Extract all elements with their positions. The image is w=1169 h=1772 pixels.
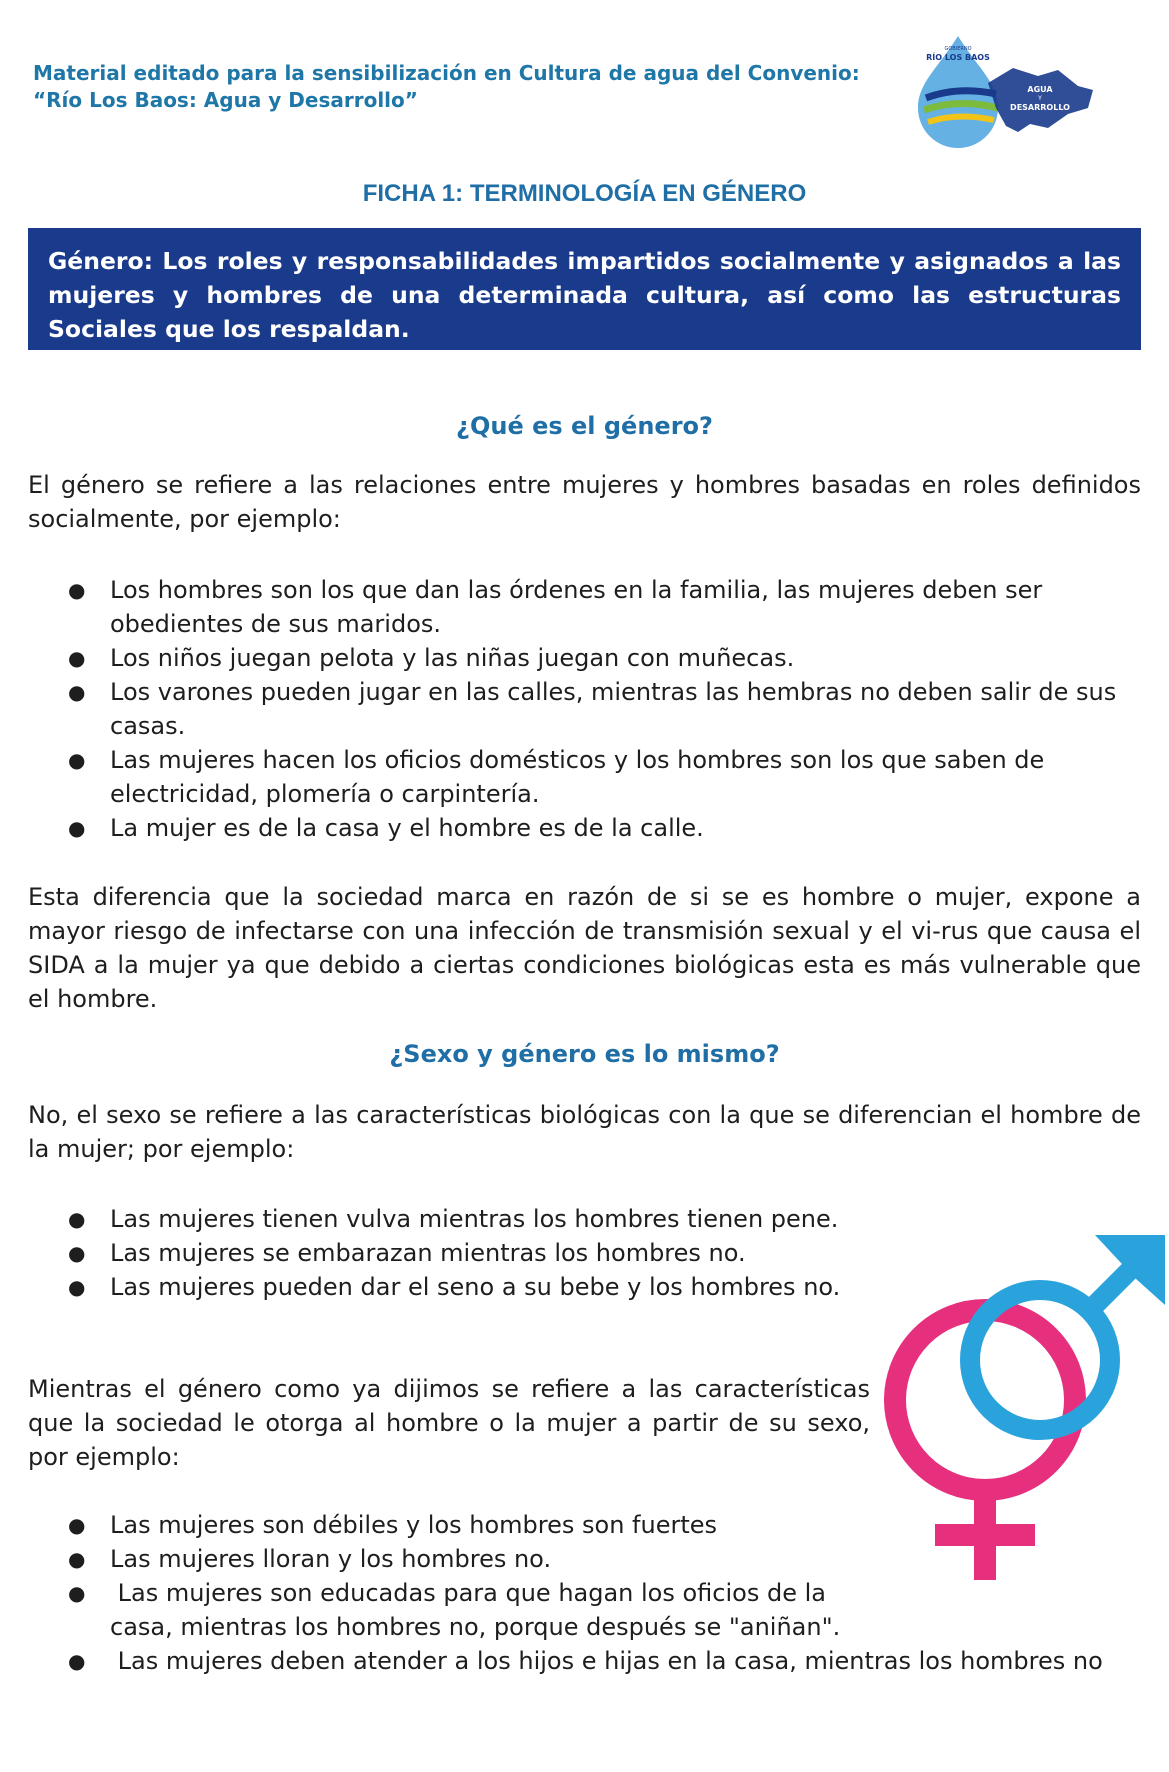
logo-name: RÍO LOS BAOS bbox=[926, 53, 990, 62]
list-item-text: Las mujeres lloran y los hombres no. bbox=[110, 1545, 552, 1573]
definition-box: Género: Los roles y responsabilidades impartidos socialmente y asignados a las mujeres y hombres de una determinada cultura, así como las estructuras Sociales que los respaldan. bbox=[28, 228, 1141, 350]
section2-intro: No, el sexo se refiere a las características biológicas con la que se diferencian el hombre de la mujer; por ejemplo: bbox=[28, 1101, 1141, 1163]
list-item bbox=[0, 743, 1141, 811]
bullet-icon: ● bbox=[68, 646, 86, 670]
header-line-1: Material editado para la sensibilización en Cultura de agua del Convenio: bbox=[33, 61, 860, 85]
list-item-text: Las mujeres tienen vulva mientras los hombres tienen pene. bbox=[110, 1205, 839, 1233]
logo-desarrollo: DESARROLLO bbox=[1010, 103, 1070, 112]
list-item-text: Las mujeres son débiles y los hombres son fuertes bbox=[110, 1511, 718, 1539]
female-symbol-icon bbox=[895, 1310, 1075, 1580]
list-item-text: Las mujeres pueden dar el seno a su bebe y los hombres no. bbox=[110, 1273, 841, 1301]
bullet-icon: ● bbox=[68, 1547, 86, 1571]
list-item-text: Los hombres son los que dan las órdenes en la familia, las mujeres deben ser obedientes de sus maridos. bbox=[110, 576, 1043, 638]
bullet-icon: ● bbox=[68, 680, 86, 704]
bullet-icon: ● bbox=[68, 1513, 86, 1537]
section1-intro: El género se refiere a las relaciones entre mujeres y hombres basadas en roles definidos socialmente, por ejemplo: bbox=[28, 471, 1141, 533]
list-item-text: Los niños juegan pelota y las niñas juegan con muñecas. bbox=[110, 644, 795, 672]
list-item-text: Las mujeres deben atender a los hijos e hijas en la casa, mientras los hombres no bbox=[110, 1647, 1103, 1675]
bullet-icon: ● bbox=[68, 1241, 86, 1265]
bullet-icon: ● bbox=[68, 748, 86, 772]
bullet-icon: ● bbox=[68, 816, 86, 840]
bullet-icon: ● bbox=[68, 578, 86, 602]
list-item bbox=[0, 1236, 880, 1270]
header-text bbox=[33, 60, 913, 114]
bullet-icon: ● bbox=[68, 1581, 86, 1605]
logo-y: Y bbox=[1038, 95, 1042, 102]
section2-bullet-list bbox=[0, 1202, 880, 1304]
logo-agua: AGUA bbox=[1027, 85, 1053, 94]
list-item-text: Las mujeres son educadas para que hagan los oficios de la casa, mientras los hombres no, porque después se "aniñan". bbox=[110, 1579, 841, 1641]
list-item-text: Las mujeres se embarazan mientras los hombres no. bbox=[110, 1239, 746, 1267]
list-item-text: La mujer es de la casa y el hombre es de la calle. bbox=[110, 814, 704, 842]
list-item bbox=[0, 641, 1141, 675]
bullet-icon: ● bbox=[68, 1275, 86, 1299]
rio-los-baos-logo bbox=[918, 28, 1098, 148]
section-heading-sexo-genero: ¿Sexo y género es lo mismo? bbox=[389, 1040, 780, 1068]
section1-closing: Esta diferencia que la sociedad marca en razón de si se es hombre o mujer, expone a mayor riesgo de infectarse con una infección de transmisión sexual y el vi-rus que causa el SIDA a la mujer ya que debido a ciertas condiciones biológicas esta es más vulnerable que el hombre. bbox=[28, 883, 1141, 1013]
bullet-icon: ● bbox=[68, 1649, 86, 1673]
list-item-text: Las mujeres hacen los oficios domésticos y los hombres son los que saben de electricidad, plomería o carpintería. bbox=[110, 746, 1045, 808]
list-item bbox=[0, 573, 1141, 641]
header-line-2: “Río Los Baos: Agua y Desarrollo” bbox=[33, 88, 418, 112]
list-item bbox=[0, 1270, 880, 1304]
list-item bbox=[0, 675, 1141, 743]
gender-symbols-icon bbox=[880, 1230, 1169, 1590]
list-item bbox=[0, 811, 1141, 845]
list-item-text: Los varones pueden jugar en las calles, mientras las hembras no deben salir de sus casas. bbox=[110, 678, 1117, 740]
logo-top-text: GOBIERNO bbox=[944, 46, 972, 52]
list-item bbox=[0, 1202, 880, 1236]
section2-middle: Mientras el género como ya dijimos se refiere a las características que la sociedad le otorga al hombre o la mujer a partir de su sexo, por ejemplo: bbox=[28, 1375, 870, 1471]
page-title: FICHA 1: TERMINOLOGÍA EN GÉNERO bbox=[362, 180, 807, 207]
section1-bullet-list bbox=[0, 573, 1141, 845]
bullet-icon: ● bbox=[68, 1207, 86, 1231]
section-heading-que-es-genero: ¿Qué es el género? bbox=[456, 412, 713, 440]
list-item bbox=[0, 1644, 1141, 1678]
